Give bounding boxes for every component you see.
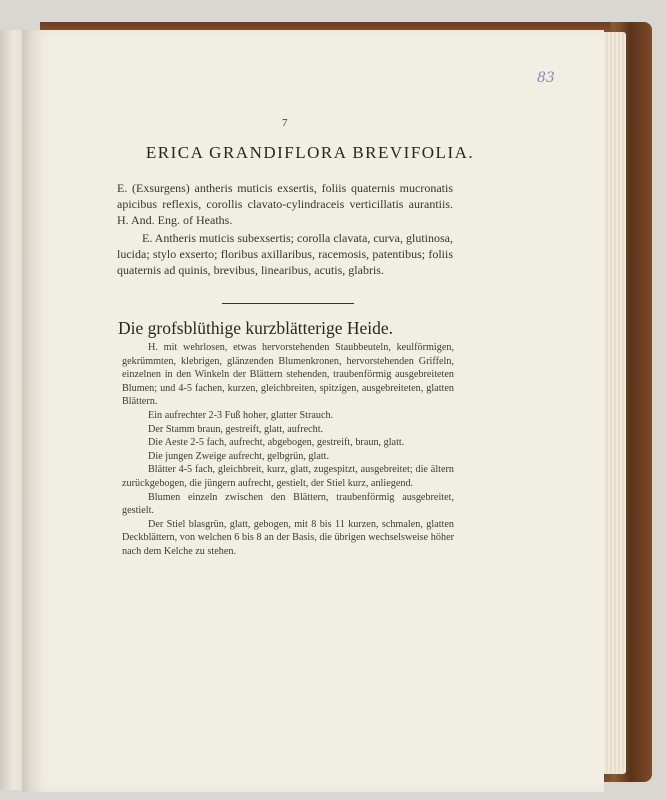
section-divider — [222, 303, 354, 304]
german-line: Der Stamm braun, gestreift, glatt, aufrecht. — [148, 423, 324, 435]
german-title: Die grofsblüthige kurzblätterige Heide. — [118, 318, 394, 338]
plate-number: 7 — [282, 117, 288, 129]
german-line: Ein aufrechter 2-3 Fuß hoher, glatter Strauch. — [148, 409, 334, 421]
german-description — [122, 341, 454, 559]
german-intro: H. mit wehrlosen, etwas hervorstehenden Staubbeuteln, keulförmigen, gekrümmten, klebrigen, glänzenden Blumenkronen, hervorstehenden Griffeln, einzelnen in den Winkeln der Blättern stehenden, traubenförmig ausgebreiteten Blumen; und 4-5 fachen, kurzen, gleichbreiten, spitzigen, ausgebreiteten, glatten Blättern. — [122, 342, 454, 408]
german-line: Die Aeste 2-5 fach, aufrecht, abgebogen, gestreift, braun, glatt. — [148, 437, 405, 449]
page-number: 83 — [537, 70, 555, 86]
latin-paragraph-2: E. Antheris muticis subexsertis; corolla clavata, curva, glutinosa, lucida; stylo exserto; floribus axillaribus, racemosis, patentibus; foliis quaternis ad quinis, brevibus, linearibus, acutis, glabris. — [117, 231, 453, 277]
page-title: ERICA GRANDIFLORA BREVIFOLIA. — [145, 143, 475, 162]
german-line: Blumen einzeln zwischen den Blättern, traubenförmig ausgebreitet, gestielt. — [122, 491, 454, 517]
latin-paragraph-1: E. (Exsurgens) antheris muticis exsertis, foliis quaternis mucronatis apicibus reflexis, corollis clavato-cylindraceis verticillatis aurantiis. H. And. Eng. of Heaths. — [117, 181, 453, 227]
german-line: Der Stiel blasgrün, glatt, gebogen, mit 8 bis 11 kurzen, schmalen, glatten Deckblättern, von welchen 6 bis 8 an der Basis, die übrigen wechselsweise höher nach dem Kelche zu stehen. — [122, 518, 454, 557]
latin-description — [117, 180, 453, 278]
german-line: Die jungen Zweige aufrecht, gelbgrün, glatt. — [148, 450, 330, 462]
book-gutter — [0, 30, 22, 790]
german-line: Blätter 4-5 fach, gleichbreit, kurz, glatt, zugespitzt, ausgebreitet; die ältern zurückgebogen, die jüngern aufrecht, gestielt, der Stiel kurz, anliegend. — [122, 464, 454, 489]
